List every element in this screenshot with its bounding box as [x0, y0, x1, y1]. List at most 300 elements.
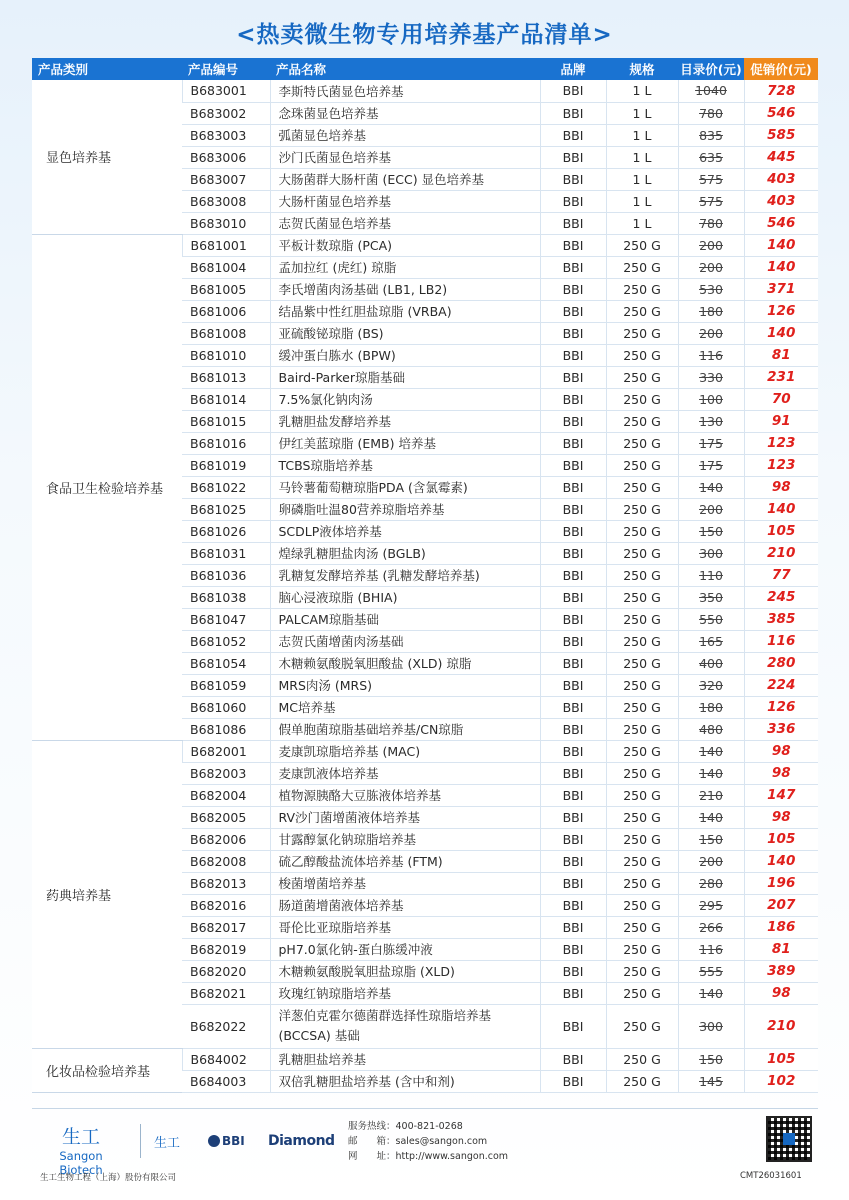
spec-cell: 1 L — [606, 168, 678, 190]
product-name-cell: 志贺氏菌显色培养基 — [270, 212, 540, 234]
product-code-cell: B683002 — [182, 102, 270, 124]
brand-cell: BBI — [540, 102, 606, 124]
promo-price-cell: 102 — [744, 1070, 818, 1092]
product-code-cell: B681010 — [182, 344, 270, 366]
product-code-cell: B684002 — [182, 1048, 270, 1070]
spec-cell: 1 L — [606, 212, 678, 234]
promo-price-cell: 207 — [744, 894, 818, 916]
product-code-cell: B682001 — [182, 740, 270, 762]
brand-cell: BBI — [540, 894, 606, 916]
spec-cell: 250 G — [606, 366, 678, 388]
product-name-cell: 平板计数琼脂 (PCA) — [270, 234, 540, 256]
promo-price-cell: 105 — [744, 1048, 818, 1070]
product-code-cell: B681059 — [182, 674, 270, 696]
product-code-cell: B681036 — [182, 564, 270, 586]
promo-price-cell: 91 — [744, 410, 818, 432]
product-code-cell: B681031 — [182, 542, 270, 564]
promo-price-cell: 371 — [744, 278, 818, 300]
list-price-cell: 140 — [678, 476, 744, 498]
brand-cell: BBI — [540, 1070, 606, 1092]
page-title: <热卖微生物专用培养基产品清单> — [236, 22, 613, 48]
product-code-cell: B681054 — [182, 652, 270, 674]
promo-price-cell: 77 — [744, 564, 818, 586]
product-name-cell: MRS肉汤 (MRS) — [270, 674, 540, 696]
header-promo-price: 促销价(元) — [744, 58, 818, 80]
list-price-cell: 110 — [678, 564, 744, 586]
list-price-cell: 165 — [678, 630, 744, 652]
sangon-logo-cn: 生工 — [61, 1126, 100, 1148]
product-name-cell: 植物源胰酪大豆胨液体培养基 — [270, 784, 540, 806]
promo-price-cell: 224 — [744, 674, 818, 696]
brand-cell: BBI — [540, 498, 606, 520]
product-name-cell: 伊红美蓝琼脂 (EMB) 培养基 — [270, 432, 540, 454]
table-header-row — [32, 58, 818, 80]
list-price-cell: 835 — [678, 124, 744, 146]
spec-cell: 250 G — [606, 322, 678, 344]
list-price-cell: 200 — [678, 322, 744, 344]
product-code-cell: B683008 — [182, 190, 270, 212]
brand-cell: BBI — [540, 630, 606, 652]
promo-price-cell: 210 — [744, 542, 818, 564]
promo-price-cell: 140 — [744, 322, 818, 344]
table-row — [32, 234, 818, 256]
spec-cell: 250 G — [606, 234, 678, 256]
spec-cell: 250 G — [606, 1048, 678, 1070]
product-name-cell: 假单胞菌琼脂基础培养基/CN琼脂 — [270, 718, 540, 740]
promo-price-cell: 98 — [744, 982, 818, 1004]
product-code-cell: B684003 — [182, 1070, 270, 1092]
category-cell: 化妆品检验培养基 — [32, 1048, 182, 1092]
product-code-cell: B682016 — [182, 894, 270, 916]
product-code-cell: B682022 — [182, 1004, 270, 1048]
brand-cell: BBI — [540, 410, 606, 432]
promo-price-cell: 105 — [744, 520, 818, 542]
spec-cell: 250 G — [606, 432, 678, 454]
promo-price-cell: 81 — [744, 344, 818, 366]
promo-price-cell: 140 — [744, 256, 818, 278]
product-name-cell: 煌绿乳糖胆盐肉汤 (BGLB) — [270, 542, 540, 564]
brand-cell: BBI — [540, 784, 606, 806]
product-name-cell: PALCAM琼脂基础 — [270, 608, 540, 630]
product-code-cell: B682003 — [182, 762, 270, 784]
list-price-cell: 295 — [678, 894, 744, 916]
list-price-cell: 320 — [678, 674, 744, 696]
list-price-cell: 150 — [678, 828, 744, 850]
list-price-cell: 555 — [678, 960, 744, 982]
product-name-cell: 沙门氏菌显色培养基 — [270, 146, 540, 168]
spec-cell: 250 G — [606, 542, 678, 564]
product-code-cell: B682005 — [182, 806, 270, 828]
brand-cell: BBI — [540, 1004, 606, 1048]
list-price-cell: 140 — [678, 762, 744, 784]
promo-price-cell: 98 — [744, 476, 818, 498]
spec-cell: 250 G — [606, 608, 678, 630]
footer-divider — [32, 1108, 818, 1109]
promo-price-cell: 98 — [744, 762, 818, 784]
table-body — [32, 80, 818, 1092]
brand-cell: BBI — [540, 850, 606, 872]
product-name-cell: 7.5%氯化钠肉汤 — [270, 388, 540, 410]
product-name-cell: 卵磷脂吐温80营养琼脂培养基 — [270, 498, 540, 520]
product-code-cell: B683003 — [182, 124, 270, 146]
spec-cell: 250 G — [606, 982, 678, 1004]
spec-cell: 250 G — [606, 938, 678, 960]
spec-cell: 250 G — [606, 564, 678, 586]
list-price-cell: 175 — [678, 454, 744, 476]
brand-cell: BBI — [540, 344, 606, 366]
table-row — [32, 740, 818, 762]
spec-cell: 1 L — [606, 190, 678, 212]
brand-cell: BBI — [540, 146, 606, 168]
list-price-cell: 200 — [678, 498, 744, 520]
list-price-cell: 550 — [678, 608, 744, 630]
brand-cell: BBI — [540, 652, 606, 674]
product-code-cell: B681004 — [182, 256, 270, 278]
product-code-cell: B681008 — [182, 322, 270, 344]
product-name-cell: 玫瑰红钠琼脂培养基 — [270, 982, 540, 1004]
promo-price-cell: 546 — [744, 212, 818, 234]
product-name-cell: 麦康凯液体培养基 — [270, 762, 540, 784]
spec-cell: 250 G — [606, 498, 678, 520]
spec-cell: 250 G — [606, 740, 678, 762]
promo-price-cell: 81 — [744, 938, 818, 960]
promo-price-cell: 140 — [744, 498, 818, 520]
header-name: 产品名称 — [270, 58, 540, 80]
product-code-cell: B683007 — [182, 168, 270, 190]
promo-price-cell: 403 — [744, 168, 818, 190]
list-price-cell: 575 — [678, 190, 744, 212]
product-name-cell: 弧菌显色培养基 — [270, 124, 540, 146]
spec-cell: 250 G — [606, 674, 678, 696]
spec-cell: 250 G — [606, 960, 678, 982]
spec-cell: 250 G — [606, 872, 678, 894]
product-code-cell: B682008 — [182, 850, 270, 872]
brand-cell: BBI — [540, 124, 606, 146]
spec-cell: 250 G — [606, 762, 678, 784]
brand-cell: BBI — [540, 476, 606, 498]
product-name-cell: 洋葱伯克霍尔德菌群选择性琼脂培养基 (BCCSA) 基础 — [270, 1004, 540, 1048]
product-name-cell: 乳糖胆盐发酵培养基 — [270, 410, 540, 432]
spec-cell: 250 G — [606, 718, 678, 740]
promo-price-cell: 147 — [744, 784, 818, 806]
brand-cell: BBI — [540, 278, 606, 300]
brand-cell: BBI — [540, 696, 606, 718]
brand-cell: BBI — [540, 718, 606, 740]
promo-price-cell: 585 — [744, 124, 818, 146]
list-price-cell: 780 — [678, 102, 744, 124]
spec-cell: 250 G — [606, 300, 678, 322]
product-code-cell: B681005 — [182, 278, 270, 300]
brand-cell: BBI — [540, 1048, 606, 1070]
product-name-cell: 乳糖胆盐培养基 — [270, 1048, 540, 1070]
spec-cell: 250 G — [606, 410, 678, 432]
spec-cell: 250 G — [606, 916, 678, 938]
promo-price-cell: 231 — [744, 366, 818, 388]
product-code-cell: B683001 — [182, 80, 270, 102]
list-price-cell: 145 — [678, 1070, 744, 1092]
promo-price-cell: 389 — [744, 960, 818, 982]
product-name-cell: SCDLP液体培养基 — [270, 520, 540, 542]
brand-cell: BBI — [540, 256, 606, 278]
product-name-cell: 亚硫酸铋琼脂 (BS) — [270, 322, 540, 344]
product-name-cell: 木糖赖氨酸脱氧胆酸盐 (XLD) 琼脂 — [270, 652, 540, 674]
brand-cell: BBI — [540, 740, 606, 762]
product-code-cell: B682006 — [182, 828, 270, 850]
spec-cell: 250 G — [606, 850, 678, 872]
bbi-logo-text: BBI — [222, 1134, 245, 1148]
header-category: 产品类别 — [32, 58, 182, 80]
list-price-cell: 200 — [678, 256, 744, 278]
promo-price-cell: 70 — [744, 388, 818, 410]
spec-cell: 250 G — [606, 344, 678, 366]
logo-separator — [140, 1124, 141, 1158]
product-code-cell: B682019 — [182, 938, 270, 960]
product-name-cell: 孟加拉红 (虎红) 琼脂 — [270, 256, 540, 278]
product-name-cell: 木糖赖氨酸脱氧胆盐琼脂 (XLD) — [270, 960, 540, 982]
header-list-price: 目录价(元) — [678, 58, 744, 80]
spec-cell: 250 G — [606, 1004, 678, 1048]
spec-cell: 250 G — [606, 256, 678, 278]
product-code-cell: B683006 — [182, 146, 270, 168]
list-price-cell: 780 — [678, 212, 744, 234]
list-price-cell: 200 — [678, 850, 744, 872]
product-code-cell: B681047 — [182, 608, 270, 630]
list-price-cell: 180 — [678, 696, 744, 718]
product-code-cell: B682004 — [182, 784, 270, 806]
sangon-logo — [38, 1122, 124, 1177]
product-code-cell: B681013 — [182, 366, 270, 388]
list-price-cell: 530 — [678, 278, 744, 300]
category-cell: 显色培养基 — [32, 80, 182, 234]
product-name-cell: 缓冲蛋白胨水 (BPW) — [270, 344, 540, 366]
brand-cell: BBI — [540, 234, 606, 256]
promo-price-cell: 546 — [744, 102, 818, 124]
list-price-cell: 100 — [678, 388, 744, 410]
sangon-small-logo: 生工 — [154, 1136, 181, 1151]
list-price-cell: 116 — [678, 938, 744, 960]
brand-cell: BBI — [540, 190, 606, 212]
spec-cell: 250 G — [606, 586, 678, 608]
brand-cell: BBI — [540, 828, 606, 850]
promo-price-cell: 728 — [744, 80, 818, 102]
spec-cell: 250 G — [606, 784, 678, 806]
product-name-cell: 硫乙醇酸盐流体培养基 (FTM) — [270, 850, 540, 872]
diamond-logo: Diamond — [268, 1133, 335, 1149]
brand-cell: BBI — [540, 366, 606, 388]
promo-price-cell: 116 — [744, 630, 818, 652]
promo-price-cell: 445 — [744, 146, 818, 168]
promo-price-cell: 123 — [744, 432, 818, 454]
spec-cell: 250 G — [606, 1070, 678, 1092]
promo-price-cell: 126 — [744, 696, 818, 718]
brand-cell: BBI — [540, 520, 606, 542]
promo-price-cell: 98 — [744, 806, 818, 828]
list-price-cell: 130 — [678, 410, 744, 432]
list-price-cell: 175 — [678, 432, 744, 454]
product-name-cell: 念珠菌显色培养基 — [270, 102, 540, 124]
list-price-cell: 210 — [678, 784, 744, 806]
brand-cell: BBI — [540, 432, 606, 454]
product-name-cell: 双倍乳糖胆盐培养基 (含中和剂) — [270, 1070, 540, 1092]
category-cell: 药典培养基 — [32, 740, 182, 1048]
spec-cell: 1 L — [606, 80, 678, 102]
brand-cell: BBI — [540, 388, 606, 410]
promo-price-cell: 403 — [744, 190, 818, 212]
product-code-cell: B681052 — [182, 630, 270, 652]
promo-price-cell: 98 — [744, 740, 818, 762]
list-price-cell: 140 — [678, 740, 744, 762]
brand-cell: BBI — [540, 674, 606, 696]
spec-cell: 250 G — [606, 630, 678, 652]
product-name-cell: RV沙门菌增菌液体培养基 — [270, 806, 540, 828]
product-name-cell: 甘露醇氯化钠琼脂培养基 — [270, 828, 540, 850]
promo-price-cell: 336 — [744, 718, 818, 740]
brand-cell: BBI — [540, 212, 606, 234]
product-name-cell: pH7.0氯化钠-蛋白胨缓冲液 — [270, 938, 540, 960]
spec-cell: 250 G — [606, 388, 678, 410]
promo-price-cell: 186 — [744, 916, 818, 938]
promo-price-cell: 140 — [744, 850, 818, 872]
list-price-cell: 635 — [678, 146, 744, 168]
product-code-cell: B683010 — [182, 212, 270, 234]
brand-cell: BBI — [540, 586, 606, 608]
brand-cell: BBI — [540, 982, 606, 1004]
product-code-cell: B682013 — [182, 872, 270, 894]
contact-info — [348, 1119, 508, 1164]
brand-cell: BBI — [540, 916, 606, 938]
spec-cell: 250 G — [606, 894, 678, 916]
spec-cell: 250 G — [606, 476, 678, 498]
product-name-cell: 马铃薯葡萄糖琼脂PDA (含氯霉素) — [270, 476, 540, 498]
brand-cell: BBI — [540, 454, 606, 476]
list-price-cell: 1040 — [678, 80, 744, 102]
product-code-cell: B681015 — [182, 410, 270, 432]
promo-price-cell: 245 — [744, 586, 818, 608]
product-code-cell: B682017 — [182, 916, 270, 938]
spec-cell: 1 L — [606, 124, 678, 146]
list-price-cell: 116 — [678, 344, 744, 366]
list-price-cell: 150 — [678, 520, 744, 542]
product-name-cell: 乳糖复发酵培养基 (乳糖发酵培养基) — [270, 564, 540, 586]
spec-cell: 250 G — [606, 454, 678, 476]
email: 邮 箱：sales@sangon.com — [348, 1136, 488, 1147]
product-name-cell: 大肠菌群大肠杆菌 (ECC) 显色培养基 — [270, 168, 540, 190]
list-price-cell: 180 — [678, 300, 744, 322]
brand-cell: BBI — [540, 608, 606, 630]
list-price-cell: 140 — [678, 806, 744, 828]
product-code-cell: B681016 — [182, 432, 270, 454]
brand-cell: BBI — [540, 322, 606, 344]
product-code-cell: B681014 — [182, 388, 270, 410]
spec-cell: 250 G — [606, 696, 678, 718]
product-name-cell: 李氏增菌肉汤基础 (LB1, LB2) — [270, 278, 540, 300]
product-name-cell: 肠道菌增菌液体培养基 — [270, 894, 540, 916]
product-code-cell: B681026 — [182, 520, 270, 542]
spec-cell: 250 G — [606, 806, 678, 828]
list-price-cell: 330 — [678, 366, 744, 388]
header-spec: 规格 — [606, 58, 678, 80]
product-name-cell: 志贺氏菌增菌肉汤基础 — [270, 630, 540, 652]
product-name-cell: 脑心浸液琼脂 (BHIA) — [270, 586, 540, 608]
promo-price-cell: 123 — [744, 454, 818, 476]
product-code-cell: B681038 — [182, 586, 270, 608]
brand-cell: BBI — [540, 762, 606, 784]
product-code-cell: B681019 — [182, 454, 270, 476]
brand-cell: BBI — [540, 872, 606, 894]
brand-cell: BBI — [540, 542, 606, 564]
product-code-cell: B681001 — [182, 234, 270, 256]
list-price-cell: 300 — [678, 1004, 744, 1048]
list-price-cell: 300 — [678, 542, 744, 564]
sangon-logo-en: Sangon Biotech — [59, 1149, 103, 1177]
product-name-cell: Baird-Parker琼脂基础 — [270, 366, 540, 388]
spec-cell: 250 G — [606, 652, 678, 674]
table-row — [32, 1048, 818, 1070]
spec-cell: 250 G — [606, 278, 678, 300]
brand-cell: BBI — [540, 938, 606, 960]
product-code-cell: B681025 — [182, 498, 270, 520]
product-name-cell: MC培养基 — [270, 696, 540, 718]
product-code-cell: B681060 — [182, 696, 270, 718]
header-code: 产品编号 — [182, 58, 270, 80]
spec-cell: 1 L — [606, 146, 678, 168]
list-price-cell: 480 — [678, 718, 744, 740]
product-code-cell: B681086 — [182, 718, 270, 740]
list-price-cell: 150 — [678, 1048, 744, 1070]
product-code-cell: B682021 — [182, 982, 270, 1004]
brand-cell: BBI — [540, 806, 606, 828]
table-row — [32, 80, 818, 102]
bbi-logo — [208, 1134, 245, 1148]
product-name-cell: 大肠杆菌显色培养基 — [270, 190, 540, 212]
product-table — [32, 58, 818, 1093]
promo-price-cell: 385 — [744, 608, 818, 630]
promo-price-cell: 140 — [744, 234, 818, 256]
document-code: CMT26031601 — [740, 1171, 802, 1181]
product-code-cell: B682020 — [182, 960, 270, 982]
list-price-cell: 400 — [678, 652, 744, 674]
product-name-cell: 哥伦比亚琼脂培养基 — [270, 916, 540, 938]
brand-cell: BBI — [540, 168, 606, 190]
list-price-cell: 575 — [678, 168, 744, 190]
category-cell: 食品卫生检验培养基 — [32, 234, 182, 740]
hotline: 服务热线：400-821-0268 — [348, 1121, 463, 1132]
promo-price-cell: 280 — [744, 652, 818, 674]
bbi-logo-icon — [208, 1135, 220, 1147]
promo-price-cell: 126 — [744, 300, 818, 322]
list-price-cell: 140 — [678, 982, 744, 1004]
brand-cell: BBI — [540, 960, 606, 982]
product-code-cell: B681022 — [182, 476, 270, 498]
product-name-cell: TCBS琼脂培养基 — [270, 454, 540, 476]
product-name-cell: 麦康凯琼脂培养基 (MAC) — [270, 740, 540, 762]
promo-price-cell: 105 — [744, 828, 818, 850]
brand-cell: BBI — [540, 80, 606, 102]
list-price-cell: 280 — [678, 872, 744, 894]
promo-price-cell: 210 — [744, 1004, 818, 1048]
product-code-cell: B681006 — [182, 300, 270, 322]
brand-cell: BBI — [540, 300, 606, 322]
list-price-cell: 266 — [678, 916, 744, 938]
brand-cell: BBI — [540, 564, 606, 586]
spec-cell: 250 G — [606, 520, 678, 542]
list-price-cell: 200 — [678, 234, 744, 256]
product-name-cell: 结晶紫中性红胆盐琼脂 (VRBA) — [270, 300, 540, 322]
product-table-container — [32, 58, 818, 1093]
company-name: 生工生物工程（上海）股份有限公司 — [40, 1173, 177, 1183]
website: 网 址：http://www.sangon.com — [348, 1151, 509, 1162]
qr-code-icon — [766, 1116, 812, 1162]
